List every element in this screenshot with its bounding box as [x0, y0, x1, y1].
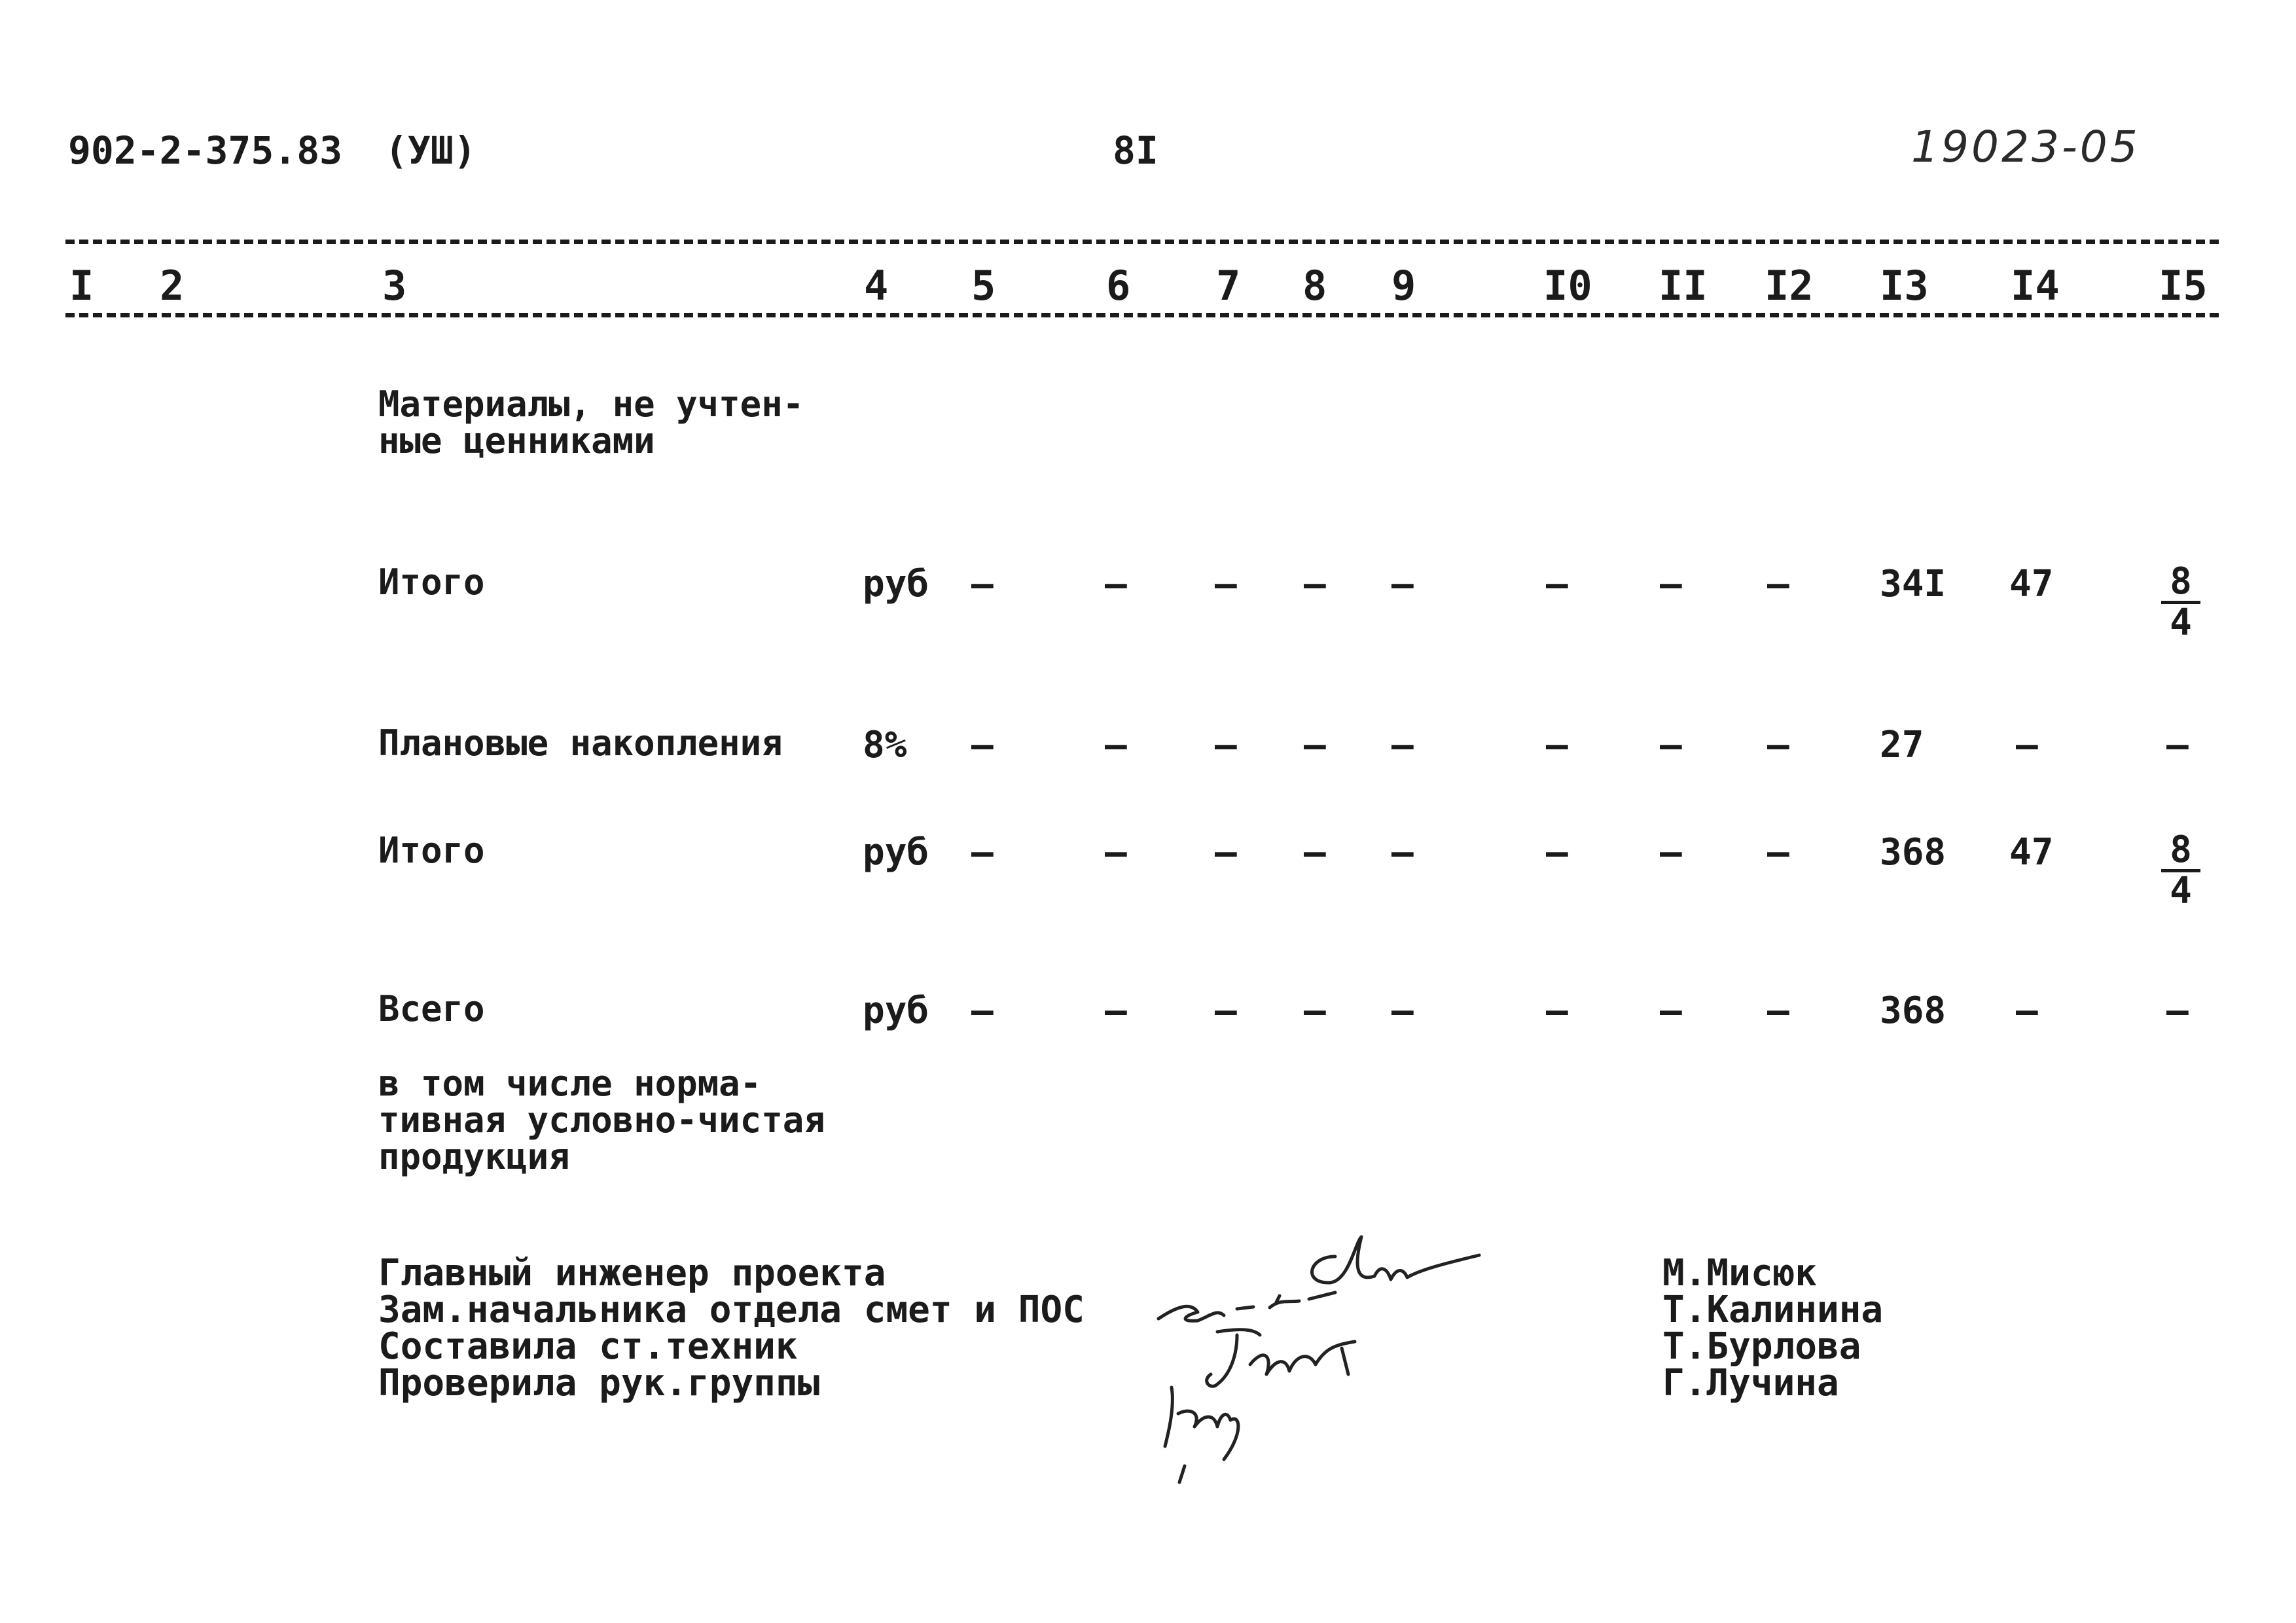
row-label: Плановые накопления — [378, 722, 783, 764]
cell-dash: – — [971, 831, 994, 874]
col-number: 5 — [971, 262, 996, 310]
cell-dash: – — [1391, 831, 1414, 874]
cell-col15-fraction: $\frac{8}{4}$ — [2161, 563, 2200, 642]
cell-col15: – — [2166, 724, 2189, 766]
cell-col13: 34I — [1880, 563, 1946, 605]
cell-dash: – — [1215, 724, 1237, 766]
cell-col13: 368 — [1880, 831, 1946, 874]
cell-dash: – — [1105, 724, 1127, 766]
col-number: I — [69, 262, 94, 310]
cell-col13: 27 — [1880, 724, 1924, 766]
row-unit: 8% — [863, 724, 907, 766]
cell-dash: – — [1546, 563, 1568, 605]
signature-roles: Главный инженер проекта Зам.начальника отдела смет и ПОС Составила ст.техник Проверила рук.группы — [378, 1252, 1085, 1404]
cell-dash: – — [1660, 990, 1682, 1032]
cell-dash: – — [1767, 990, 1789, 1032]
note-text: в том числе норма- тивная условно-чистая продукция — [378, 1063, 825, 1177]
cell-dash: – — [1304, 831, 1326, 874]
cell-dash: – — [1660, 831, 1682, 874]
col-number: I0 — [1543, 262, 1592, 310]
cell-dash: – — [1215, 831, 1237, 874]
signature-names: М.Мисюк Т.Калинина Т.Бурлова Г.Лучина — [1662, 1252, 1884, 1404]
cell-dash: – — [1546, 831, 1568, 874]
cell-dash: – — [1105, 563, 1127, 605]
cell-col14: 47 — [2009, 831, 2054, 874]
cell-dash: – — [1304, 563, 1326, 605]
row-unit: руб — [863, 563, 929, 605]
cell-dash: – — [1304, 990, 1326, 1032]
top-dash-rule — [65, 240, 2219, 244]
cell-dash: – — [1767, 831, 1789, 874]
document-code: 902-2-375.83 — [68, 128, 343, 173]
cell-dash: – — [971, 563, 994, 605]
page-number: 8I — [1113, 128, 1158, 173]
cell-dash: – — [1105, 831, 1127, 874]
cell-col15-fraction: $\frac{8}{4}$ — [2161, 831, 2200, 910]
col-number: 8 — [1302, 262, 1327, 310]
volume-number: (УШ) — [385, 128, 476, 173]
cell-dash: – — [1546, 724, 1568, 766]
col-number: 7 — [1216, 262, 1241, 310]
cell-dash: – — [1215, 990, 1237, 1032]
section-title: Материалы, не учтен- ные ценниками — [378, 383, 804, 461]
row-unit: руб — [863, 990, 929, 1032]
cell-col14: 47 — [2009, 563, 2054, 605]
cell-dash: – — [1105, 990, 1127, 1032]
col-number: 2 — [160, 262, 185, 310]
row-unit: руб — [863, 831, 929, 874]
col-number: II — [1659, 262, 1708, 310]
cell-dash: – — [1660, 724, 1682, 766]
col-number: 6 — [1106, 262, 1131, 310]
cell-dash: – — [1391, 563, 1414, 605]
cell-dash: – — [1391, 724, 1414, 766]
handwritten-code: 19023-05 — [1911, 122, 2140, 172]
col-number: I2 — [1765, 262, 1814, 310]
col-number: I5 — [2159, 262, 2208, 310]
cell-dash: – — [1391, 990, 1414, 1032]
cell-dash: – — [1660, 563, 1682, 605]
cell-col13: 368 — [1880, 990, 1946, 1032]
bottom-dash-rule — [65, 313, 2219, 317]
cell-dash: – — [971, 724, 994, 766]
cell-dash: – — [1767, 563, 1789, 605]
row-label: Итого — [378, 562, 485, 603]
cell-col15: – — [2166, 990, 2189, 1032]
row-label: Итого — [378, 830, 485, 871]
handwritten-signatures — [1139, 1217, 1505, 1492]
col-number: 9 — [1391, 262, 1416, 310]
cell-dash: – — [1304, 724, 1326, 766]
cell-col14: – — [2016, 990, 2038, 1032]
col-number: 3 — [382, 262, 407, 310]
col-number: I4 — [2011, 262, 2060, 310]
cell-dash: – — [1215, 563, 1237, 605]
cell-dash: – — [971, 990, 994, 1032]
cell-col14: – — [2016, 724, 2038, 766]
col-number: 4 — [864, 262, 889, 310]
cell-dash: – — [1767, 724, 1789, 766]
row-label: Всего — [378, 988, 485, 1029]
cell-dash: – — [1546, 990, 1568, 1032]
col-number: I3 — [1880, 262, 1929, 310]
